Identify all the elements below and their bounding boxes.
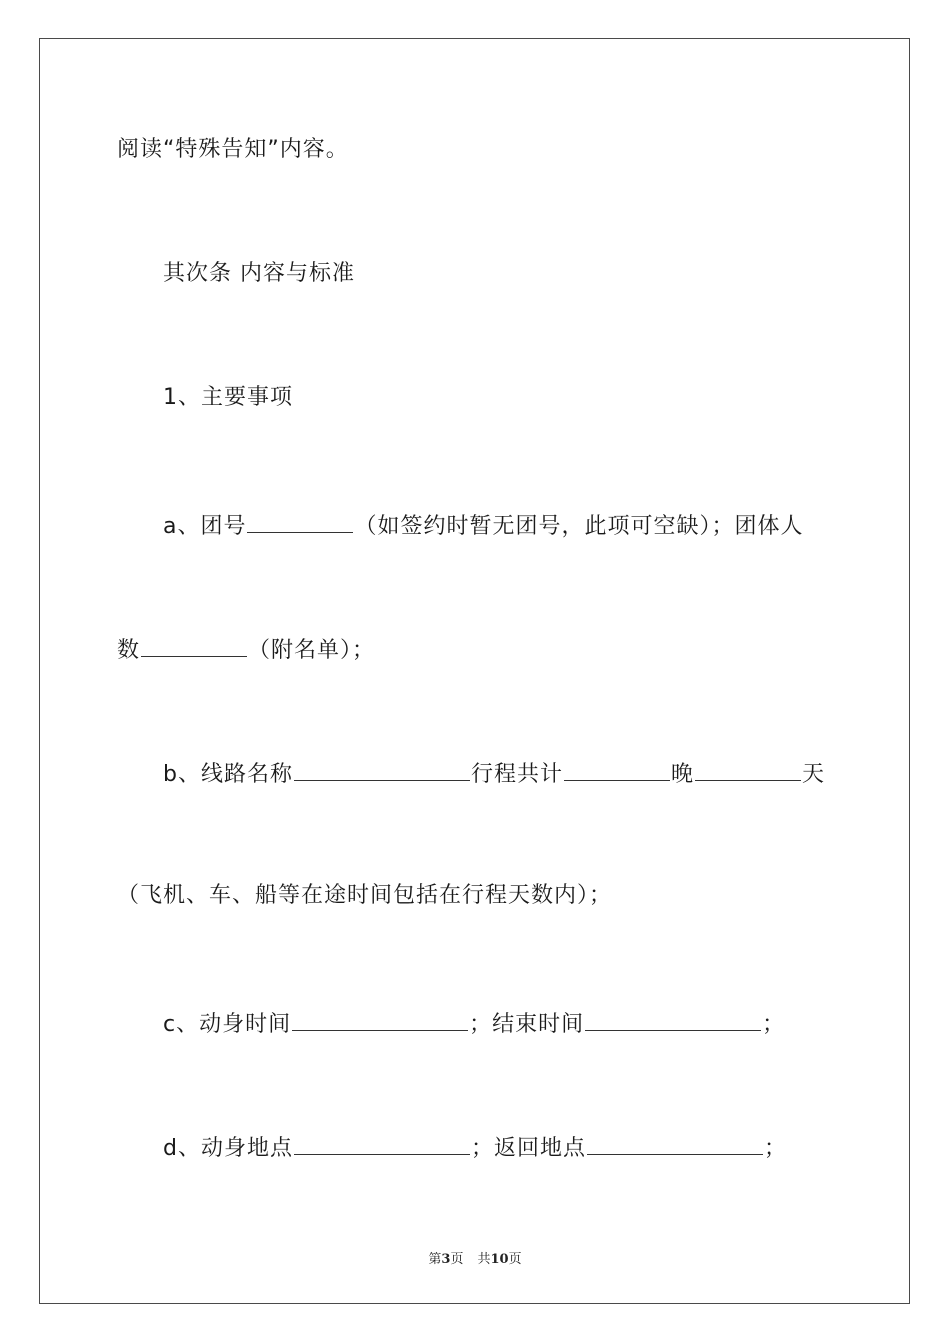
days-blank — [695, 758, 801, 781]
page-border — [39, 38, 910, 1304]
section-heading-text: 其次条 内容与标准 — [163, 261, 355, 286]
current-page-number: 3 — [441, 1252, 451, 1267]
departure-place-label: d、动身地点 — [163, 1136, 293, 1161]
itinerary-label: 行程共计 — [470, 762, 563, 787]
places-end-punct: ； — [763, 1136, 787, 1161]
line-text: 阅读“特殊告知”内容。 — [117, 137, 349, 162]
nights-blank — [564, 758, 670, 781]
group-number-label: a、团号 — [163, 514, 247, 539]
group-size-blank — [141, 634, 247, 657]
route-blank — [294, 758, 470, 781]
item-heading — [163, 384, 293, 412]
route-label: b、线路名称 — [163, 762, 293, 787]
text-line-places — [163, 1132, 787, 1163]
transit-note-text: （飞机、车、船等在途时间包括在行程天数内）； — [117, 883, 613, 908]
times-end-punct: ； — [762, 1012, 786, 1037]
page-prefix: 第 — [428, 1252, 442, 1267]
departure-time-label: c、动身时间 — [163, 1012, 292, 1037]
departure-time-blank — [292, 1008, 468, 1031]
text-line-route — [163, 758, 825, 789]
group-size-label: 数 — [117, 638, 141, 663]
end-time-label: ；结束时间 — [469, 1012, 585, 1037]
return-place-blank — [587, 1132, 763, 1155]
nights-label: 晚 — [670, 762, 694, 787]
return-place-label: ；返回地点 — [470, 1136, 586, 1161]
page-footer — [0, 1248, 950, 1267]
group-number-note: （如签约时暂无团号，此项可空缺）；团体人 — [354, 514, 804, 539]
departure-place-blank — [294, 1132, 470, 1155]
text-line-group-number — [163, 510, 804, 541]
item-heading-text: 1、主要事项 — [163, 385, 293, 410]
text-line-1 — [117, 136, 349, 164]
days-label: 天 — [802, 762, 826, 787]
text-line-group-size — [117, 634, 375, 665]
total-suffix: 页 — [508, 1252, 522, 1267]
text-line-times — [163, 1008, 785, 1039]
section-heading — [163, 260, 355, 288]
page-suffix: 页 — [450, 1252, 464, 1267]
total-prefix: 共 — [477, 1252, 491, 1267]
total-page-number: 10 — [490, 1252, 509, 1267]
group-size-note: （附名单）； — [248, 638, 376, 663]
text-line-transit-note — [117, 882, 612, 910]
group-number-blank — [247, 510, 353, 533]
end-time-blank — [585, 1008, 761, 1031]
